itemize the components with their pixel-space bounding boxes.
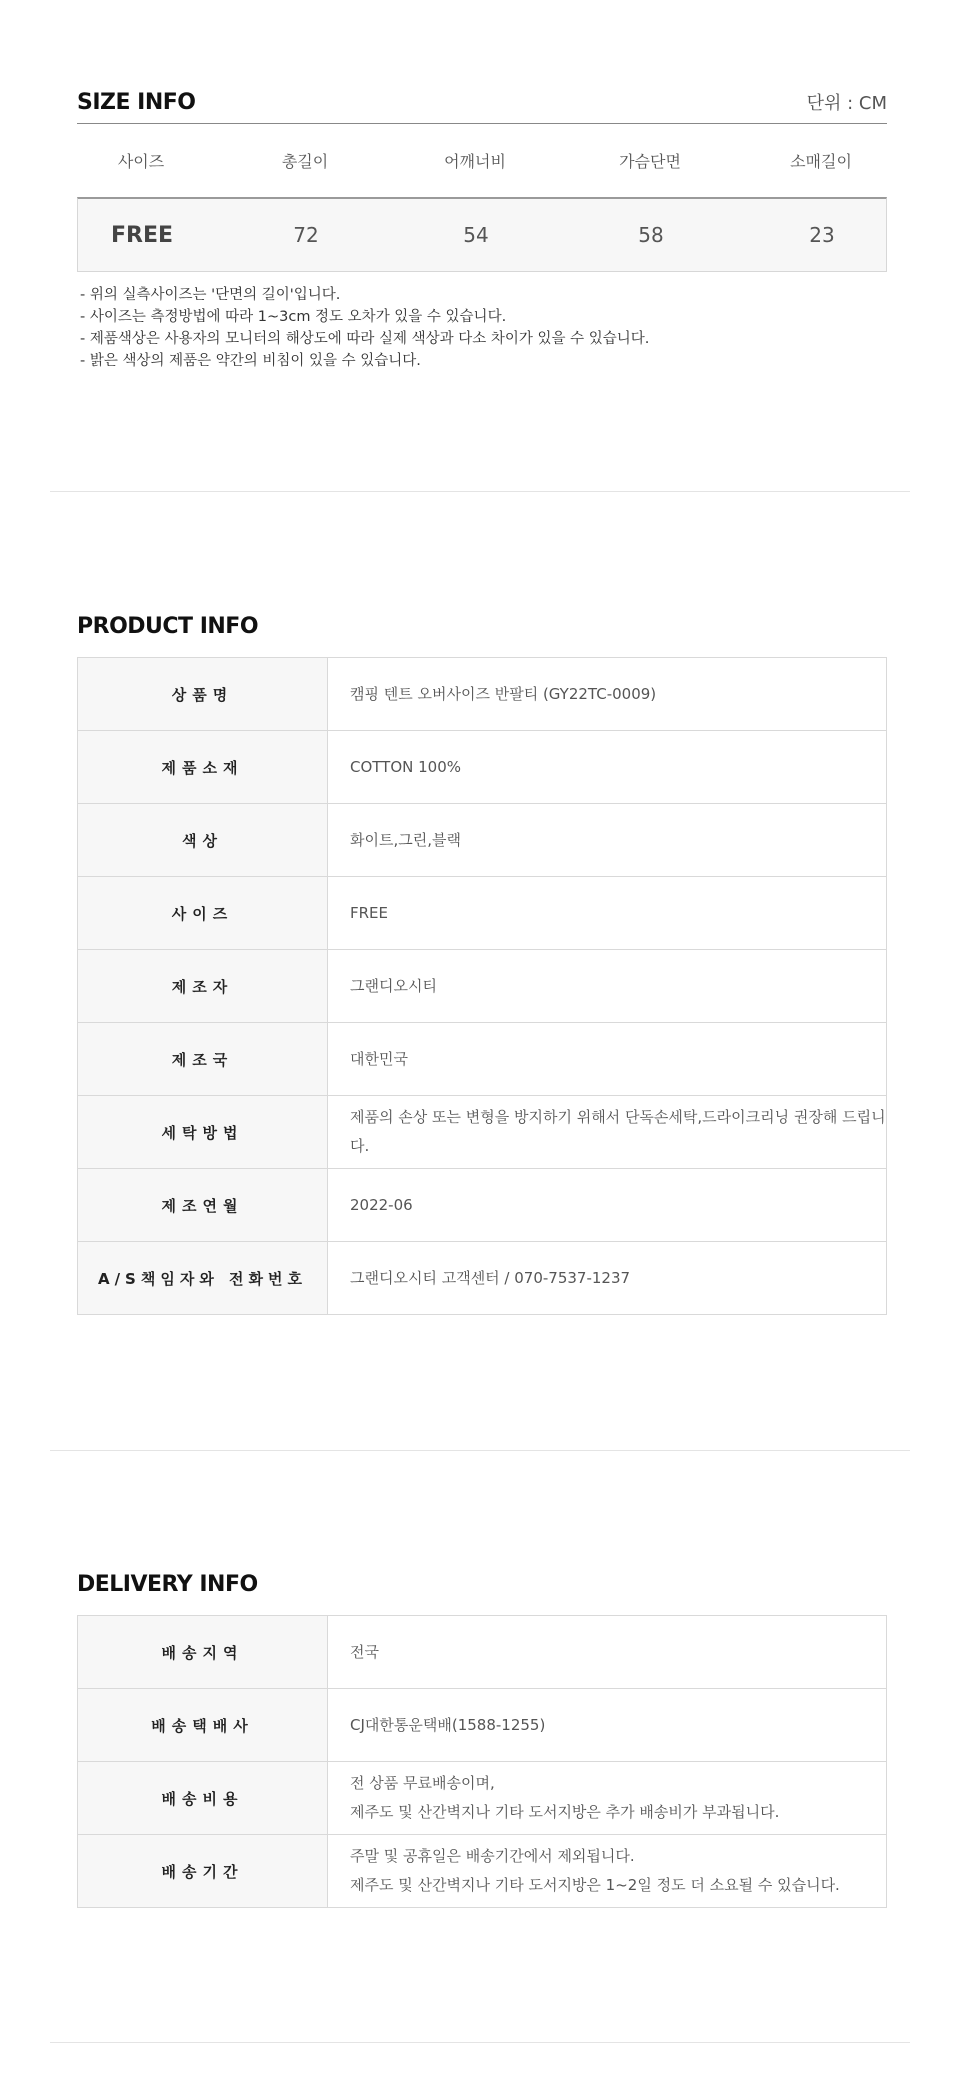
product-value-as-contact: 그랜디오시티 고객센터 / 070-7537-1237 [328,1242,887,1314]
size-value-chest: 58 [638,223,664,247]
delivery-value-line: 전 상품 무료배송이며, [350,1774,495,1792]
product-info-section [77,614,887,1315]
product-label-name: 상품명 [78,658,328,730]
size-notes [77,284,887,372]
delivery-label-period: 배송기간 [78,1835,328,1907]
product-label-washing: 세탁방법 [78,1096,328,1168]
delivery-info-title: DELIVERY INFO [77,1572,258,1597]
product-value-manufacturer: 그랜디오시티 [328,950,887,1022]
table-row [78,1023,887,1096]
size-header-size: 사이즈 [117,152,165,171]
product-value-country: 대한민국 [328,1023,887,1095]
delivery-value-line: 주말 및 공휴일은 배송기간에서 제외됩니다. [350,1847,635,1865]
section-divider [50,2042,910,2043]
product-value-name: 캠핑 텐트 오버사이즈 반팔티 (GY22TC-0009) [328,658,887,730]
table-row [78,804,887,877]
table-row [78,1242,887,1315]
delivery-value-cost [328,1762,887,1834]
delivery-label-region: 배송지역 [78,1616,328,1688]
section-divider [50,1450,910,1451]
delivery-label-courier: 배송택배사 [78,1689,328,1761]
table-row [78,1762,887,1835]
delivery-value-line: 제주도 및 산간벽지나 기타 도서지방은 추가 배송비가 부과됩니다. [350,1803,780,1821]
size-info-header [77,86,887,124]
product-label-manufacturer: 제조자 [78,950,328,1022]
product-label-date: 제조연월 [78,1169,328,1241]
product-value-date: 2022-06 [328,1169,887,1241]
table-row [78,731,887,804]
size-note: - 위의 실측사이즈는 '단면의 길이'입니다. [80,287,341,303]
table-row [78,877,887,950]
delivery-value-period [328,1835,887,1907]
size-value-sleeve: 23 [809,223,835,247]
product-label-as-contact: A/S책임자와 전화번호 [78,1242,328,1314]
size-note: - 사이즈는 측정방법에 따라 1~3cm 정도 오차가 있을 수 있습니다. [80,309,507,325]
product-label-material: 제품소재 [78,731,328,803]
table-row [78,1616,887,1689]
table-row [78,658,887,731]
size-value-size: FREE [110,222,174,248]
delivery-value-region [328,1616,887,1688]
delivery-info-section [77,1572,887,1908]
delivery-value-line: 제주도 및 산간벽지나 기타 도서지방은 1~2일 정도 더 소요될 수 있습니다. [350,1876,840,1894]
section-divider [50,491,910,492]
table-row [78,1169,887,1242]
product-info-table [77,657,887,1315]
product-label-color: 색상 [78,804,328,876]
delivery-info-table [77,1615,887,1908]
product-label-country: 제조국 [78,1023,328,1095]
size-value-shoulder: 54 [463,223,489,247]
product-value-material: COTTON 100% [328,731,887,803]
size-unit-label: 단위 : CM [806,93,887,114]
product-value-color: 화이트,그린,블랙 [328,804,887,876]
table-row [78,1835,887,1908]
product-info-title: PRODUCT INFO [77,614,259,639]
delivery-value-line: 전국 [350,1642,379,1661]
size-table-headers [77,124,887,197]
size-header-chest: 가슴단면 [619,152,681,171]
size-info-section [77,86,887,372]
delivery-value-line: CJ대한통운택배(1588-1255) [350,1715,546,1734]
size-header-sleeve: 소매길이 [790,152,852,171]
product-value-washing: 제품의 손상 또는 변형을 방지하기 위해서 단독손세탁,드라이크리닝 권장해 드립니다. [328,1096,887,1168]
size-info-title: SIZE INFO [77,90,196,115]
size-note: - 밝은 색상의 제품은 약간의 비침이 있을 수 있습니다. [80,353,421,369]
size-value-total-length: 72 [293,223,319,247]
delivery-value-courier [328,1689,887,1761]
product-label-size: 사이즈 [78,877,328,949]
size-header-shoulder: 어깨너비 [444,152,506,171]
table-row [78,1689,887,1762]
delivery-label-cost: 배송비용 [78,1762,328,1834]
product-value-size: FREE [328,877,887,949]
size-table-row [77,197,887,272]
table-row [78,950,887,1023]
size-header-total-length: 총길이 [281,152,329,171]
size-note: - 제품색상은 사용자의 모니터의 해상도에 따라 실제 색상과 다소 차이가 있을 수 있습니다. [80,331,650,347]
table-row [78,1096,887,1169]
